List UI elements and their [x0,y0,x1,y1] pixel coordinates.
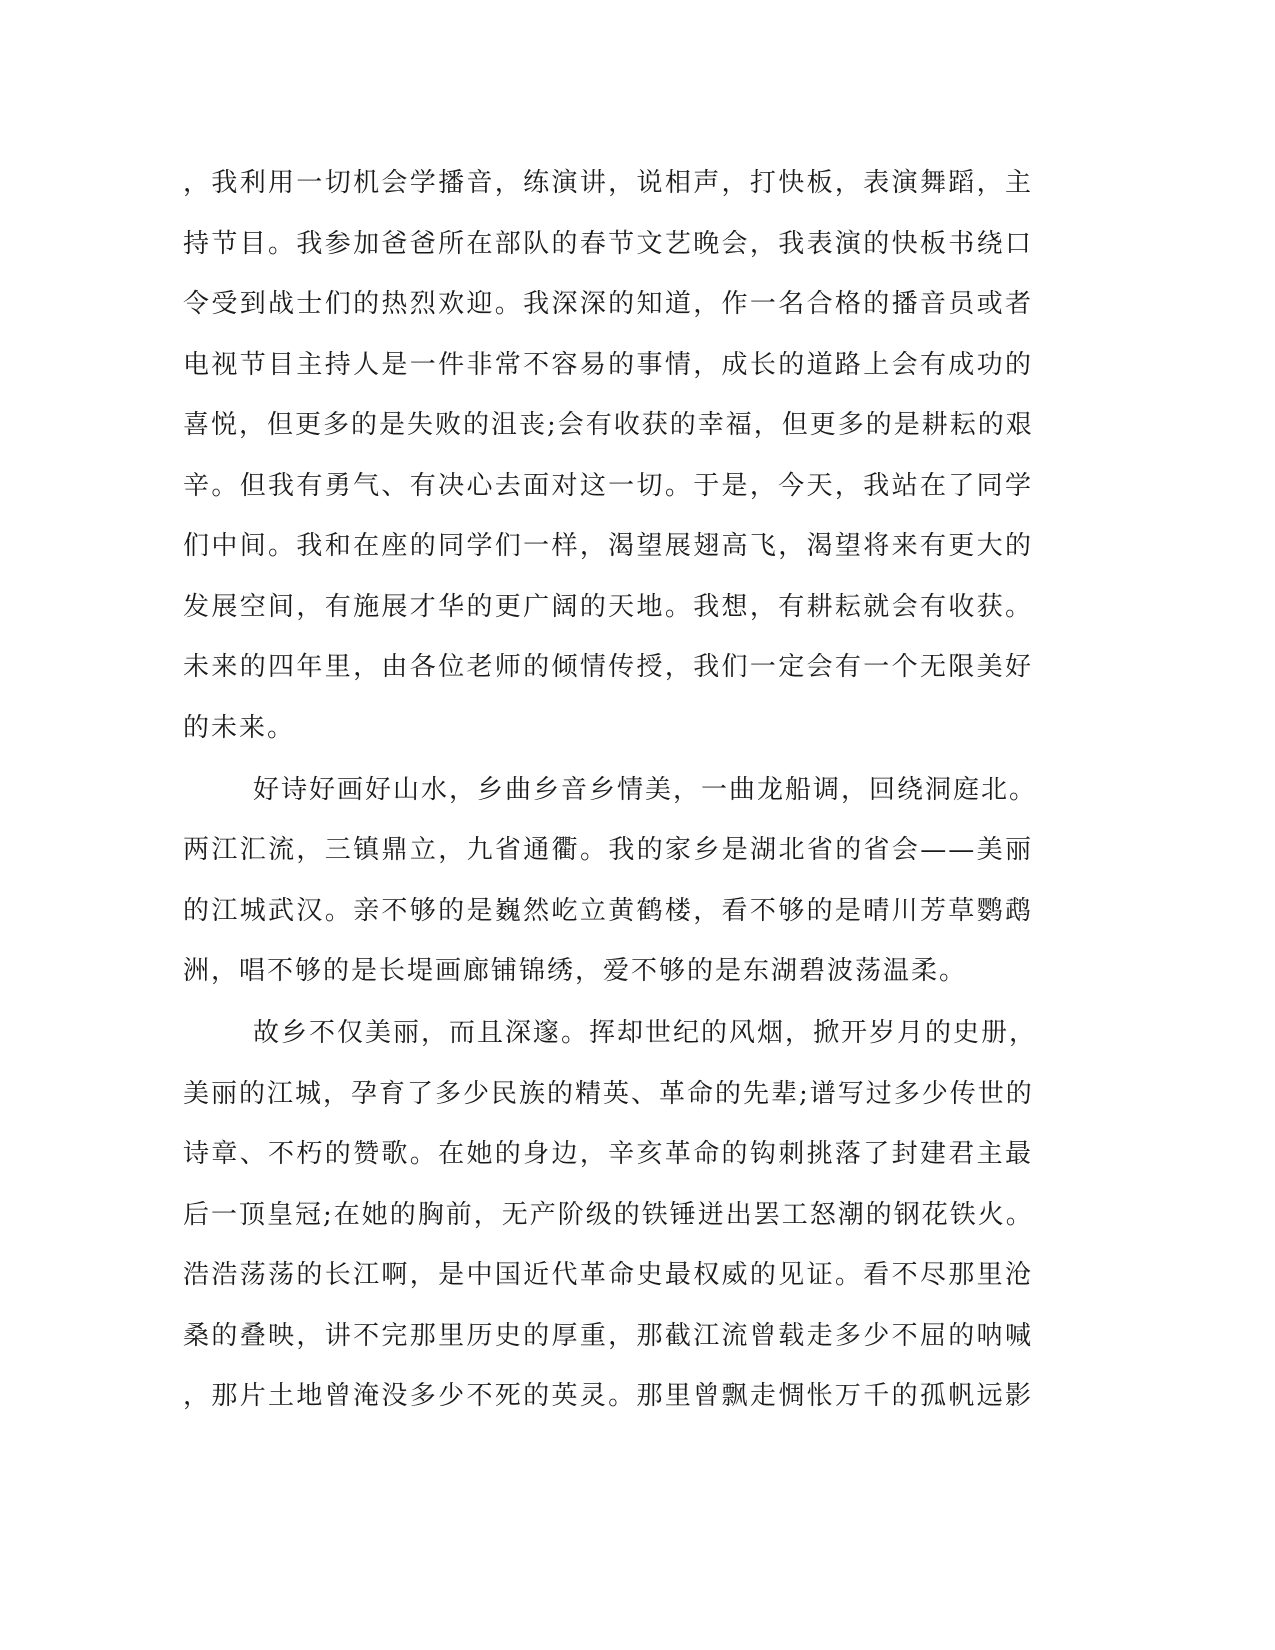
text-line: 的未来。 [183,712,296,743]
text-line: 们中间。我和在座的同学们一样，渴望展翅高飞，渴望将来有更大的 [183,531,1033,561]
text-line: 后一顶皇冠;在她的胸前，无产阶级的铁锤迸出罢工怒潮的钢花铁火。 [183,1199,1034,1230]
text-line: 诗章、不朽的赞歌。在她的身边，辛亥革命的钩刺挑落了封建君主最 [183,1139,1033,1169]
text-line: 电视节目主持人是一件非常不容易的事情，成长的道路上会有成功的 [183,349,1033,380]
text-line: 两江汇流，三镇鼎立，九省通衢。我的家乡是湖北省的省会——美丽 [183,835,1033,865]
text-line: 令受到战士们的热烈欢迎。我深深的知道，作一名合格的播音员或者 [183,289,1033,319]
body-text [183,160,1038,1434]
text-line: 桑的叠映，讲不完那里历史的厚重，那截江流曾载走多少不屈的呐喊 [183,1320,1033,1351]
text-line: ，那片土地曾淹没多少不死的英灵。那里曾飘走惆怅万千的孤帆远影 [183,1381,1033,1411]
text-line: 浩浩荡荡的长江啊，是中国近代革命史最权威的见证。看不尽那里沧 [183,1260,1033,1290]
text-line: 未来的四年里，由各位老师的倾情传授，我们一定会有一个无限美好 [183,652,1033,682]
text-line: 洲，唱不够的是长堤画廊铺锦绣，爱不够的是东湖碧波荡温柔。 [183,956,968,986]
paragraph-first-line: 故乡不仅美丽，而且深邃。挥却世纪的风烟，掀开岁月的史册， [253,1018,1038,1048]
text-line: 发展空间，有施展才华的更广阔的天地。我想，有耕耘就会有收获。 [183,591,1033,622]
text-line: 美丽的江城，孕育了多少民族的精英、革命的先辈;谱写过多少传世的 [183,1078,1034,1109]
text-line: ，我利用一切机会学播音，练演讲，说相声，打快板，表演舞蹈，主 [183,168,1033,198]
text-line: 喜悦，但更多的是失败的沮丧;会有收获的幸福，但更多的是耕耘的艰 [183,410,1034,440]
paragraph-first-line: 好诗好画好山水，乡曲乡音乡情美，一曲龙船调，回绕洞庭北。 [253,774,1038,805]
text-line: 持节目。我参加爸爸所在部队的春节文艺晚会，我表演的快板书绕口 [183,228,1033,259]
text-line: 辛。但我有勇气、有决心去面对这一切。于是，今天，我站在了同学 [183,470,1033,501]
text-line: 的江城武汉。亲不够的是巍然屹立黄鹤楼，看不够的是晴川芳草鹦鹉 [183,895,1033,926]
